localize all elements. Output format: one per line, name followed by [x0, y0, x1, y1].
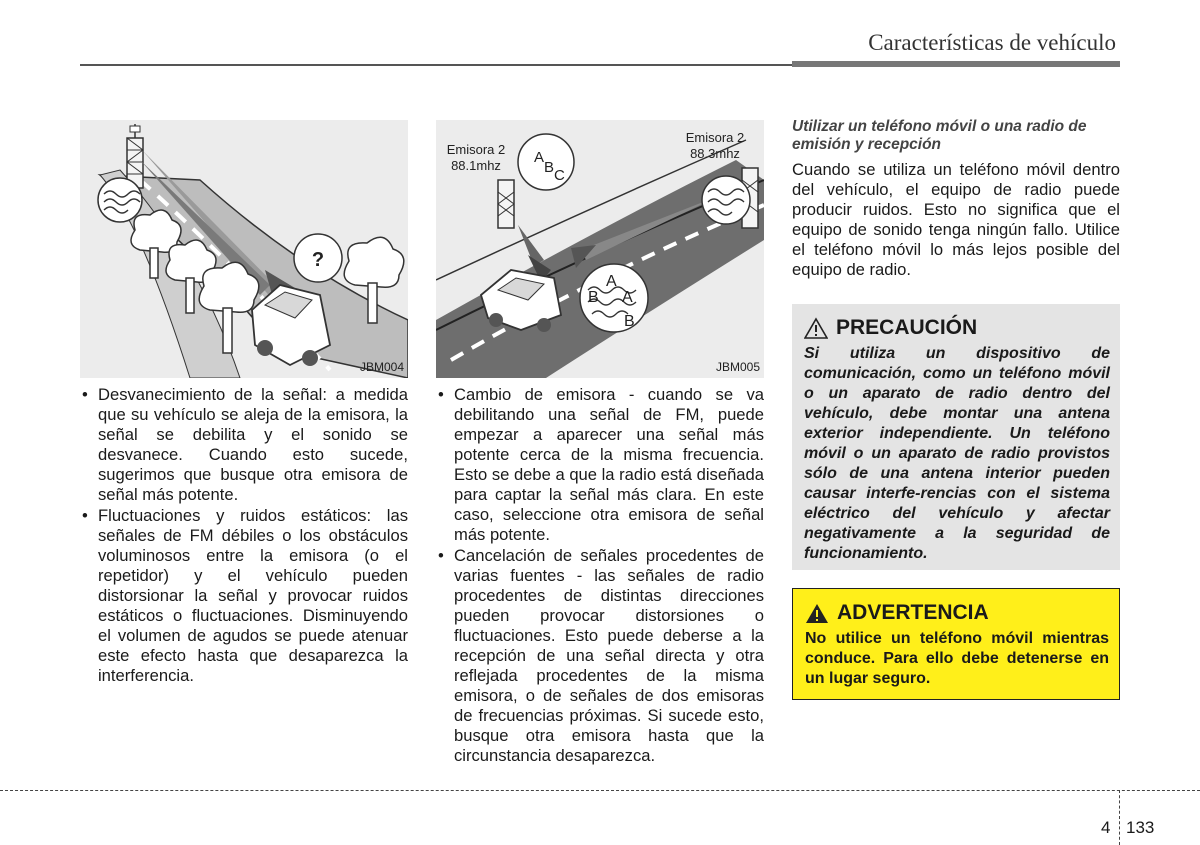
signal-wave-bubble-icon: [702, 176, 750, 224]
chapter-number: 4: [1101, 818, 1111, 837]
list-item: • Fluctuaciones y ruidos estáticos: las señales de FM débiles o los obstáculos voluminosos entre la emisora (o el repetidor) y el vehículo pueden distorsionar la señal y provocar ruidos estáticos o fluctuaciones. Disminuyendo el volumen de agudos se puede atenuar este efecto hasta que desaparezca la interferencia.: [80, 506, 408, 686]
station-left-label: [442, 142, 510, 174]
bubble-letter: A: [534, 149, 545, 166]
station-left-name: Emisora 2: [446, 142, 506, 157]
figure-code: JBM005: [715, 360, 760, 374]
warning-triangle-filled-icon: [805, 602, 829, 624]
signal-wave-bubble-icon: [98, 178, 142, 222]
figure-station-change: [436, 120, 764, 378]
footer-divider: [1119, 790, 1120, 845]
car-icon: [481, 270, 561, 332]
bubble-letter: A: [606, 273, 617, 290]
page-header-title: Características de vehículo: [868, 30, 1116, 55]
bubble-letter: B: [544, 159, 555, 176]
bubble-letter: A: [622, 289, 633, 306]
left-bullet-list: [80, 385, 408, 687]
list-item: • Cancelación de señales procedentes de varias fuentes - las señales de radio procedentes de distintas direcciones pueden provocar distorsiones o fluctuaciones. Esto puede deberse a la recepción de una señal directa y otra reflejada procedentes de la misma emisora, o de señales de dos emisoras de frecuencias próximas. Si sucede esto, busque otra emisora hasta que la circunstancia desaparezca.: [436, 546, 764, 766]
middle-bullet-list: [436, 385, 764, 767]
caution-title-text: PRECAUCIÓN: [836, 316, 978, 339]
question-mark: ?: [311, 249, 325, 271]
section-body: Cuando se utiliza un teléfono móvil dentro del vehículo, el equipo de radio puede producir ruidos. Esto no significa que el equipo de sonido tenga ningún fallo. Utilice el teléfono móvil lo más lejos posible del equipo de radio.: [792, 160, 1120, 279]
list-item: • Desvanecimiento de la señal: a medida que su vehículo se aleja de la emisora, la señal se debilita y el sonido se desvanece. Cuando esto sucede, sugerimos que busque otra emisora de señal más potente.: [80, 385, 408, 505]
radio-tower-left-icon: [498, 180, 514, 228]
warning-title-text: ADVERTENCIA: [837, 601, 989, 624]
caution-box: [792, 304, 1120, 570]
caution-text: Si utiliza un dispositivo de comunicación, como un teléfono móvil o un aparato de radio dentro del vehículo, debe montar una antena exterior independiente. Un teléfono móvil o un aparato de radio provistos sólo de una antena interior pueden causar interfe-rencias con el sistema eléctrico del vehículo y afectar negativamente a la seguridad de funcionamiento.: [804, 345, 1110, 562]
warning-box: [792, 588, 1120, 700]
figure-signal-fading: [80, 120, 408, 378]
warning-title: [805, 599, 1109, 627]
figure-code: JBM004: [359, 360, 404, 374]
warning-text: No utilice un teléfono móvil mientras conduce. Para ello debe detenerse en un lugar seguro.: [805, 630, 1109, 687]
radio-tower-icon: [127, 124, 143, 188]
station-left-frequency: 88.1mhz: [451, 158, 501, 173]
station-right-frequency: 88.3mhz: [690, 146, 740, 161]
bubble-letter: C: [554, 167, 565, 184]
figure-signal-fading-illustration: [80, 120, 408, 378]
bubble-letter: B: [588, 289, 599, 306]
station-right-label: [680, 130, 750, 162]
page-number: 133: [1126, 818, 1155, 837]
list-item: • Cambio de emisora - cuando se va debilitando una señal de FM, puede empezar a aparecer una señal más potente cerca de la misma frecuencia. Esto se debe a que la radio está diseñada para captar la señal más clara. En este caso, seleccione otra emisora de señal más potente.: [436, 385, 764, 545]
footer-rule: [0, 790, 1200, 791]
header-rule-accent: [792, 61, 1120, 67]
caution-title: [804, 314, 1110, 342]
section-heading: Utilizar un teléfono móvil o una radio de emisión y recepción: [792, 118, 1087, 153]
bubble-letter: B: [624, 313, 635, 330]
station-right-name: Emisora 2: [685, 130, 745, 145]
warning-triangle-icon: [804, 317, 828, 339]
